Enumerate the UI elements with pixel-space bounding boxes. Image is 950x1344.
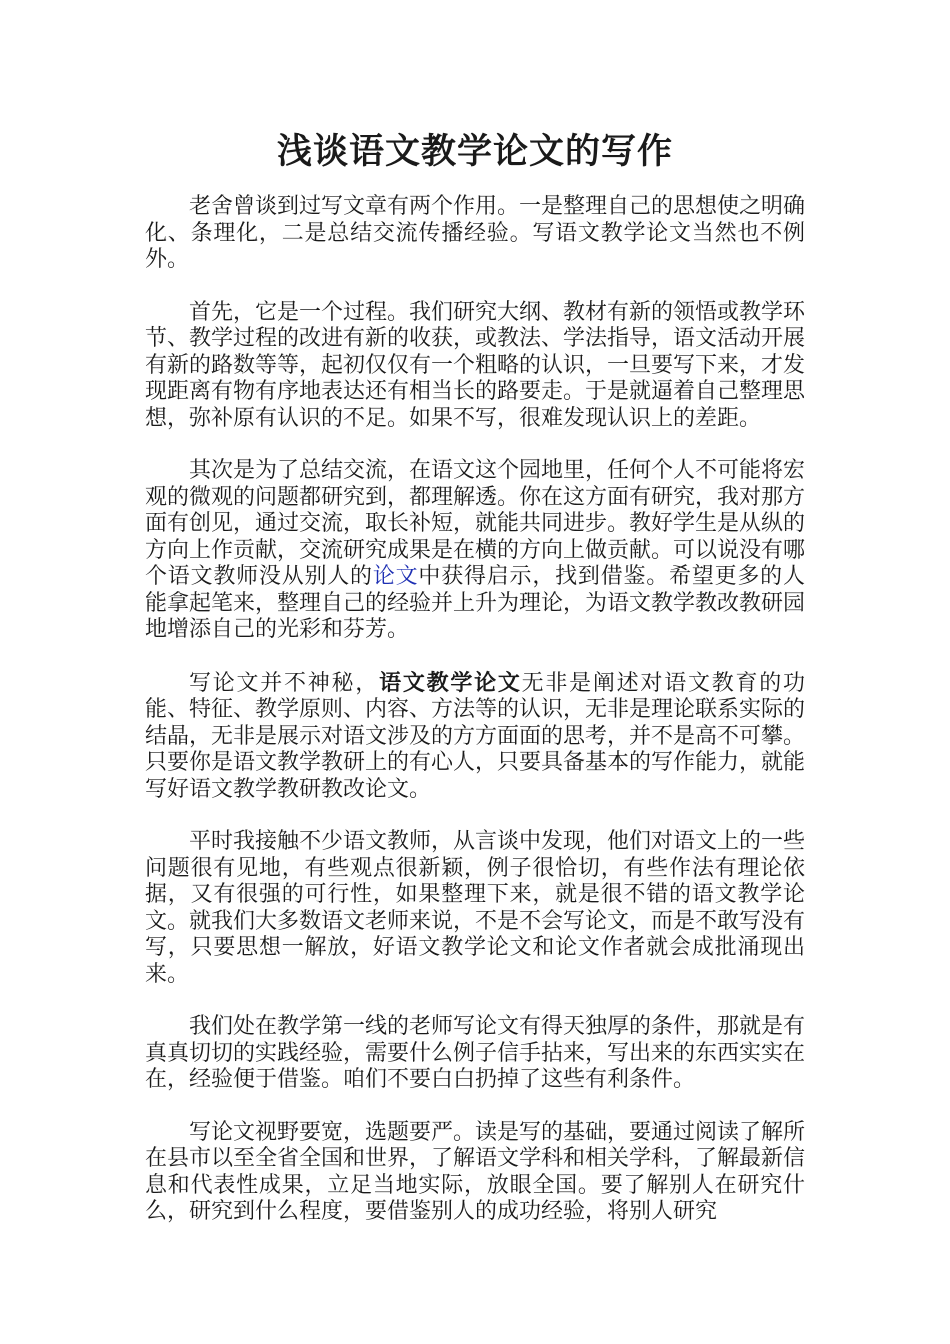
paragraph-2: 首先，它是一个过程。我们研究大纲、教材有新的领悟或教学环节、教学过程的改进有新的收获，或教法、学法指导，语文活动开展有新的路数等等，起初仅仅有一个粗略的认识，一旦要写下来，才发现距离有物有序地表达还有相当长的路要走。于是就逼着自己整理思想，弥补原有认识的不足。如果不写，很难发现认识上的差距。: [145, 299, 806, 431]
paragraph-1: 老舍曾谈到过写文章有两个作用。一是整理自己的思想使之明确化、条理化，二是总结交流传播经验。写语文教学论文当然也不例外。: [145, 194, 806, 272]
paragraph-6: 我们处在教学第一线的老师写论文有得天独厚的条件，那就是有真真切切的实践经验，需要什么例子信手拈来，写出来的东西实实在在，经验便于借鉴。咱们不要白白扔掉了这些有利条件。: [145, 1014, 806, 1092]
paragraph-4: [145, 670, 805, 804]
paragraph-5: 平时我接触不少语文教师，从言谈中发现，他们对语文上的一些问题很有见地，有些观点很新颖，例子很恰切，有些作法有理论依据，又有很强的可行性，如果整理下来，就是很不错的语文教学论文。就我们大多数语文老师来说，不是不会写论文，而是不敢写没有写，只要思想一解放，好语文教学论文和论文作者就会成批涌现出来。: [145, 829, 806, 987]
paragraph-4-text-before: 写论文并不神秘，: [189, 670, 380, 696]
paragraph-4-text-after: 无非是阐述对语文教育的功能、特征、教学原则、内容、方法等的认识，无非是理论联系实际的结晶，无非是展示对语文涉及的方方面面的思考，并不是高不可攀。只要你是语文教学教研上的有心人，只要具备基本的写作能力，就能写好语文教学教研教改论文。: [145, 670, 806, 802]
document-title: 浅谈语文教学论文的写作: [276, 131, 673, 172]
paragraph-3-text-before: 其次是为了总结交流，在语文这个园地里，任何个人不可能将宏观的微观的问题都研究到，都理解透。你在这方面有研究，我对那方面有创见，通过交流，取长补短，就能共同进步。教好学生是从纵的方向上作贡献，交流研究成果是在横的方向上做贡献。可以说没有哪个语文教师没从别人的: [145, 458, 806, 589]
paragraph-7: 写论文视野要宽，选题要严。读是写的基础，要通过阅读了解所在县市以至全省全国和世界，了解语文学科和相关学科，了解最新信息和代表性成果，立足当地实际，放眼全国。要了解别人在研究什么，研究到什么程度，要借鉴别人的成功经验，将别人研究: [145, 1119, 806, 1224]
paragraph-3: [145, 458, 805, 644]
lunwen-link[interactable]: 论文: [372, 564, 419, 589]
document-page: [145, 128, 805, 1252]
paragraph-3-text-after: 中获得启示，找到借鉴。希望更多的人能拿起笔来，整理自己的经验并上升为理论，为语文教学教改教研园地增添自己的光彩和芬芳。: [145, 564, 806, 642]
paragraph-4-bold-keyword: 语文教学论文: [379, 669, 522, 696]
